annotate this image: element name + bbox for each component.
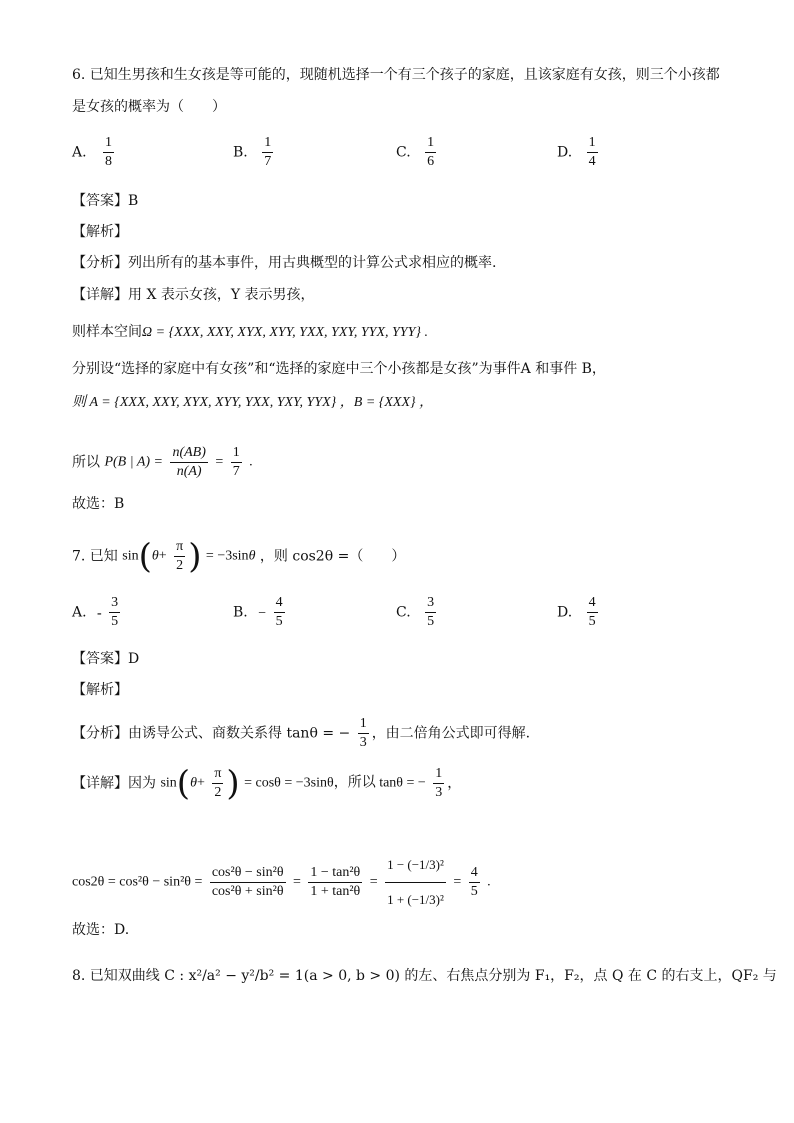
q6-choose: 故选：B [72,496,125,512]
q6-analysis-heading: 【解析】 [72,224,128,240]
q7-option-d[interactable]: D. $\frac{4}{5}$ [557,595,596,629]
q7-fenxi: 【分析】由诱导公式、商数关系得 tanθ = − $\frac{1}{3}$ ，由二倍角公式即可得解. [72,716,531,750]
fraction: $\frac{\text{1 − tan²θ}}{\text{1 + tan²θ}}$ [310,865,361,899]
q6-option-c[interactable]: C. $\frac{1}{6}$ [396,135,435,169]
q6-stem-line2: 是女孩的概率为（ ） [72,99,226,115]
fraction: $\frac{4}{5}$ [588,595,596,629]
fraction: $\frac{1}{3}$ [359,716,367,750]
q6-set-a: 则 A = {XXX, XXY, XYX, XYY, YXX, YXY, YYX} ，B = {XXX} ， [72,395,434,410]
q7-cos-derivation: cos2θ = cos²θ − sin²θ = $\frac{\text{cos²θ − sin²θ}}{\text{cos²θ + sin²θ}}$ = $\frac{\text{1 − tan²θ}}{\text{1 + tan²θ}}$ = $\frac{\text{1 − (−1/3)²}}{\text{1 + (−1/3)²}}$ = $\frac{4}{5}$ . [72,848,491,917]
fraction: $\frac{\text{cos²θ − sin²θ}}{\text{cos²θ + sin²θ}}$ [211,865,284,899]
q6-stem-line1: 6. 已知生男孩和生女孩是等可能的，现随机选择一个有三个孩子的家庭，且该家庭有女孩，则三个小孩都 [72,67,720,83]
fraction: $\frac{3}{5}$ [427,595,435,629]
q7-option-b[interactable]: B. − $\frac{4}{5}$ [233,595,283,629]
q7-option-c[interactable]: C. $\frac{3}{5}$ [396,595,435,629]
fraction: $\frac{1}{4}$ [588,135,596,169]
fraction: $\frac{n(AB)}{n(A)}$ [172,445,206,479]
fraction: $\frac{1}{8}$ [105,135,113,169]
fraction: $\frac{\text{1 − (−1/3)²}}{\text{1 + (−1/3)²}}$ [385,848,446,917]
q6-fenxi: 【分析】列出所有的基本事件，用古典概型的计算公式求相应的概率. [72,255,497,271]
q7-choose: 故选：D. [72,922,130,938]
q6-answer: 【答案】B [72,193,139,209]
q6-option-b[interactable]: B. $\frac{1}{7}$ [233,135,272,169]
q8-stem: 8. 已知双曲线 C : x²/a² − y²/b² = 1(a > 0, b > 0) 的左、右焦点分别为 F₁，F₂，点 Q 在 C 的右支上，QF₂ 与 [72,968,777,984]
fraction: $\frac{1}{7}$ [232,445,240,479]
fraction: $\frac{3}{5}$ [111,595,119,629]
q7-analysis-heading: 【解析】 [72,682,128,698]
q6-option-a[interactable]: A. $\frac{1}{8}$ [72,135,113,169]
q6-probability: 所以 P(B | A) = $\frac{n(AB)}{n(A)}$ = $\frac{1}{7}$ . [72,445,253,479]
fraction: $\frac{\pi}{2}$ [176,539,184,573]
q7-xiangjie: 【详解】因为 sin(θ+ $\frac{\pi}{2}$ ) = cosθ = −3sinθ，所以 tanθ = − $\frac{1}{3}$ ， [72,763,462,804]
q6-events: 分别设“选择的家庭中有女孩”和“选择的家庭中三个小孩都是女孩”为事件A 和事件 B， [72,361,606,377]
fraction: $\frac{\pi}{2}$ [214,766,222,800]
fraction: $\frac{1}{6}$ [427,135,435,169]
q7-stem: 7. 已知 sin(θ+ $\frac{\pi}{2}$ ) = −3sinθ ，则 cos2θ =（ ） [72,536,406,577]
q7-answer: 【答案】D [72,651,140,667]
q6-xiangjie: 【详解】用 X 表示女孩，Y 表示男孩， [72,287,315,303]
q7-option-a[interactable]: A. - $\frac{3}{5}$ [72,595,119,629]
fraction: $\frac{4}{5}$ [275,595,283,629]
fraction: $\frac{1}{3}$ [435,766,443,800]
q6-sample-space: 则样本空间Ω = {XXX, XXY, XYX, XYY, YXX, YXY, YYX, YYY} . [72,324,428,340]
q6-option-d[interactable]: D. $\frac{1}{4}$ [557,135,596,169]
fraction: $\frac{1}{7}$ [264,135,272,169]
fraction: $\frac{4}{5}$ [470,865,478,899]
